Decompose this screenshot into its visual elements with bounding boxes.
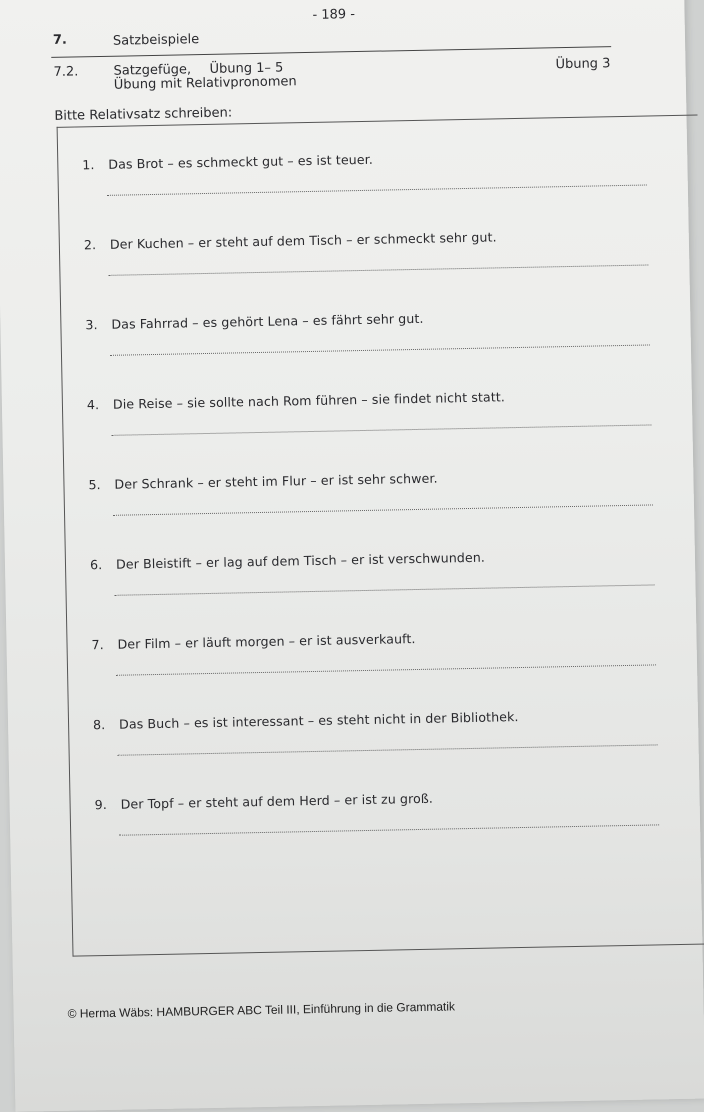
exercise-number: 6. — [89, 557, 103, 573]
exercise-item — [69, 706, 670, 788]
exercise-number: 8. — [92, 716, 106, 733]
exercise-number: 3. — [85, 317, 98, 333]
exercise-item — [58, 146, 659, 228]
exercise-prompt — [85, 311, 423, 332]
answer-line[interactable] — [116, 664, 656, 675]
chapter-number: 7. — [52, 32, 68, 48]
exercise-frame — [57, 115, 704, 957]
section-subtitle: Übung mit Relativpronomen — [113, 74, 297, 93]
copyright-footer: © Herma Wäbs: HAMBURGER ABC Teil III, Einführung in die Grammatik — [67, 999, 456, 1021]
exercise-prompt — [93, 709, 519, 732]
exercise-prompt — [84, 229, 497, 252]
answer-line[interactable] — [118, 744, 658, 755]
exercise-prompt — [91, 631, 415, 652]
exercise-number: 2. — [83, 237, 97, 253]
page-number: - 189 - — [312, 7, 356, 23]
exercise-number: 4. — [86, 397, 100, 413]
exercise-prompt — [82, 152, 373, 173]
exercise-item — [64, 466, 665, 548]
exercise-prompt — [88, 471, 437, 493]
exercise-range: Übung 1– 5 — [209, 60, 284, 77]
answer-line[interactable] — [115, 584, 655, 595]
exercise-number: 9. — [94, 796, 107, 813]
exercise-prompt — [90, 550, 485, 573]
exercise-sentence: Der Schrank – er steht im Flur – er ist sehr schwer. — [114, 470, 438, 492]
exercise-item — [63, 386, 664, 468]
exercise-item — [70, 786, 671, 868]
answer-line[interactable] — [110, 344, 650, 355]
exercise-sentence: Das Brot – es schmeckt gut – es ist teuer. — [108, 151, 374, 172]
instruction: Bitte Relativsatz schreiben: — [54, 105, 233, 124]
answer-line[interactable] — [107, 185, 647, 196]
exercise-item — [60, 226, 661, 308]
answer-line[interactable] — [108, 264, 648, 275]
exercise-item — [61, 306, 662, 388]
exercise-prompt — [94, 791, 433, 812]
exercise-sentence: Der Film – er läuft morgen – er ist ausverkauft. — [117, 631, 416, 652]
exercise-sentence: Der Bleistift – er lag auf dem Tisch – er ist verschwunden. — [115, 549, 486, 572]
answer-line[interactable] — [113, 504, 653, 515]
exercise-item — [66, 546, 667, 628]
exercise-number: 7. — [91, 637, 104, 653]
exercise-number: 5. — [88, 477, 101, 493]
section-title: Satzgefüge, — [113, 62, 192, 79]
exercise-number: 1. — [82, 157, 95, 173]
answer-line[interactable] — [119, 824, 659, 835]
exercise-sentence: Der Kuchen – er steht auf dem Tisch – er schmeckt sehr gut. — [109, 229, 497, 252]
exercise-sentence: Der Topf – er steht auf dem Herd – er ist zu groß. — [120, 790, 434, 812]
exercise-sentence: Die Reise – sie sollte nach Rom führen – sie findet nicht statt. — [112, 389, 506, 412]
section-number: 7.2. — [53, 64, 79, 80]
exercise-sentence: Das Fahrrad – es gehört Lena – es fährt sehr gut. — [111, 310, 424, 332]
exercise-item — [67, 626, 668, 708]
chapter-title: Satzbeispiele — [112, 32, 200, 49]
exercise-prompt — [87, 389, 505, 412]
exercise-sentence: Das Buch – es ist interessant – es steht nicht in der Bibliothek. — [118, 709, 519, 732]
exercise-label: Übung 3 — [555, 56, 611, 73]
answer-line[interactable] — [112, 424, 652, 435]
